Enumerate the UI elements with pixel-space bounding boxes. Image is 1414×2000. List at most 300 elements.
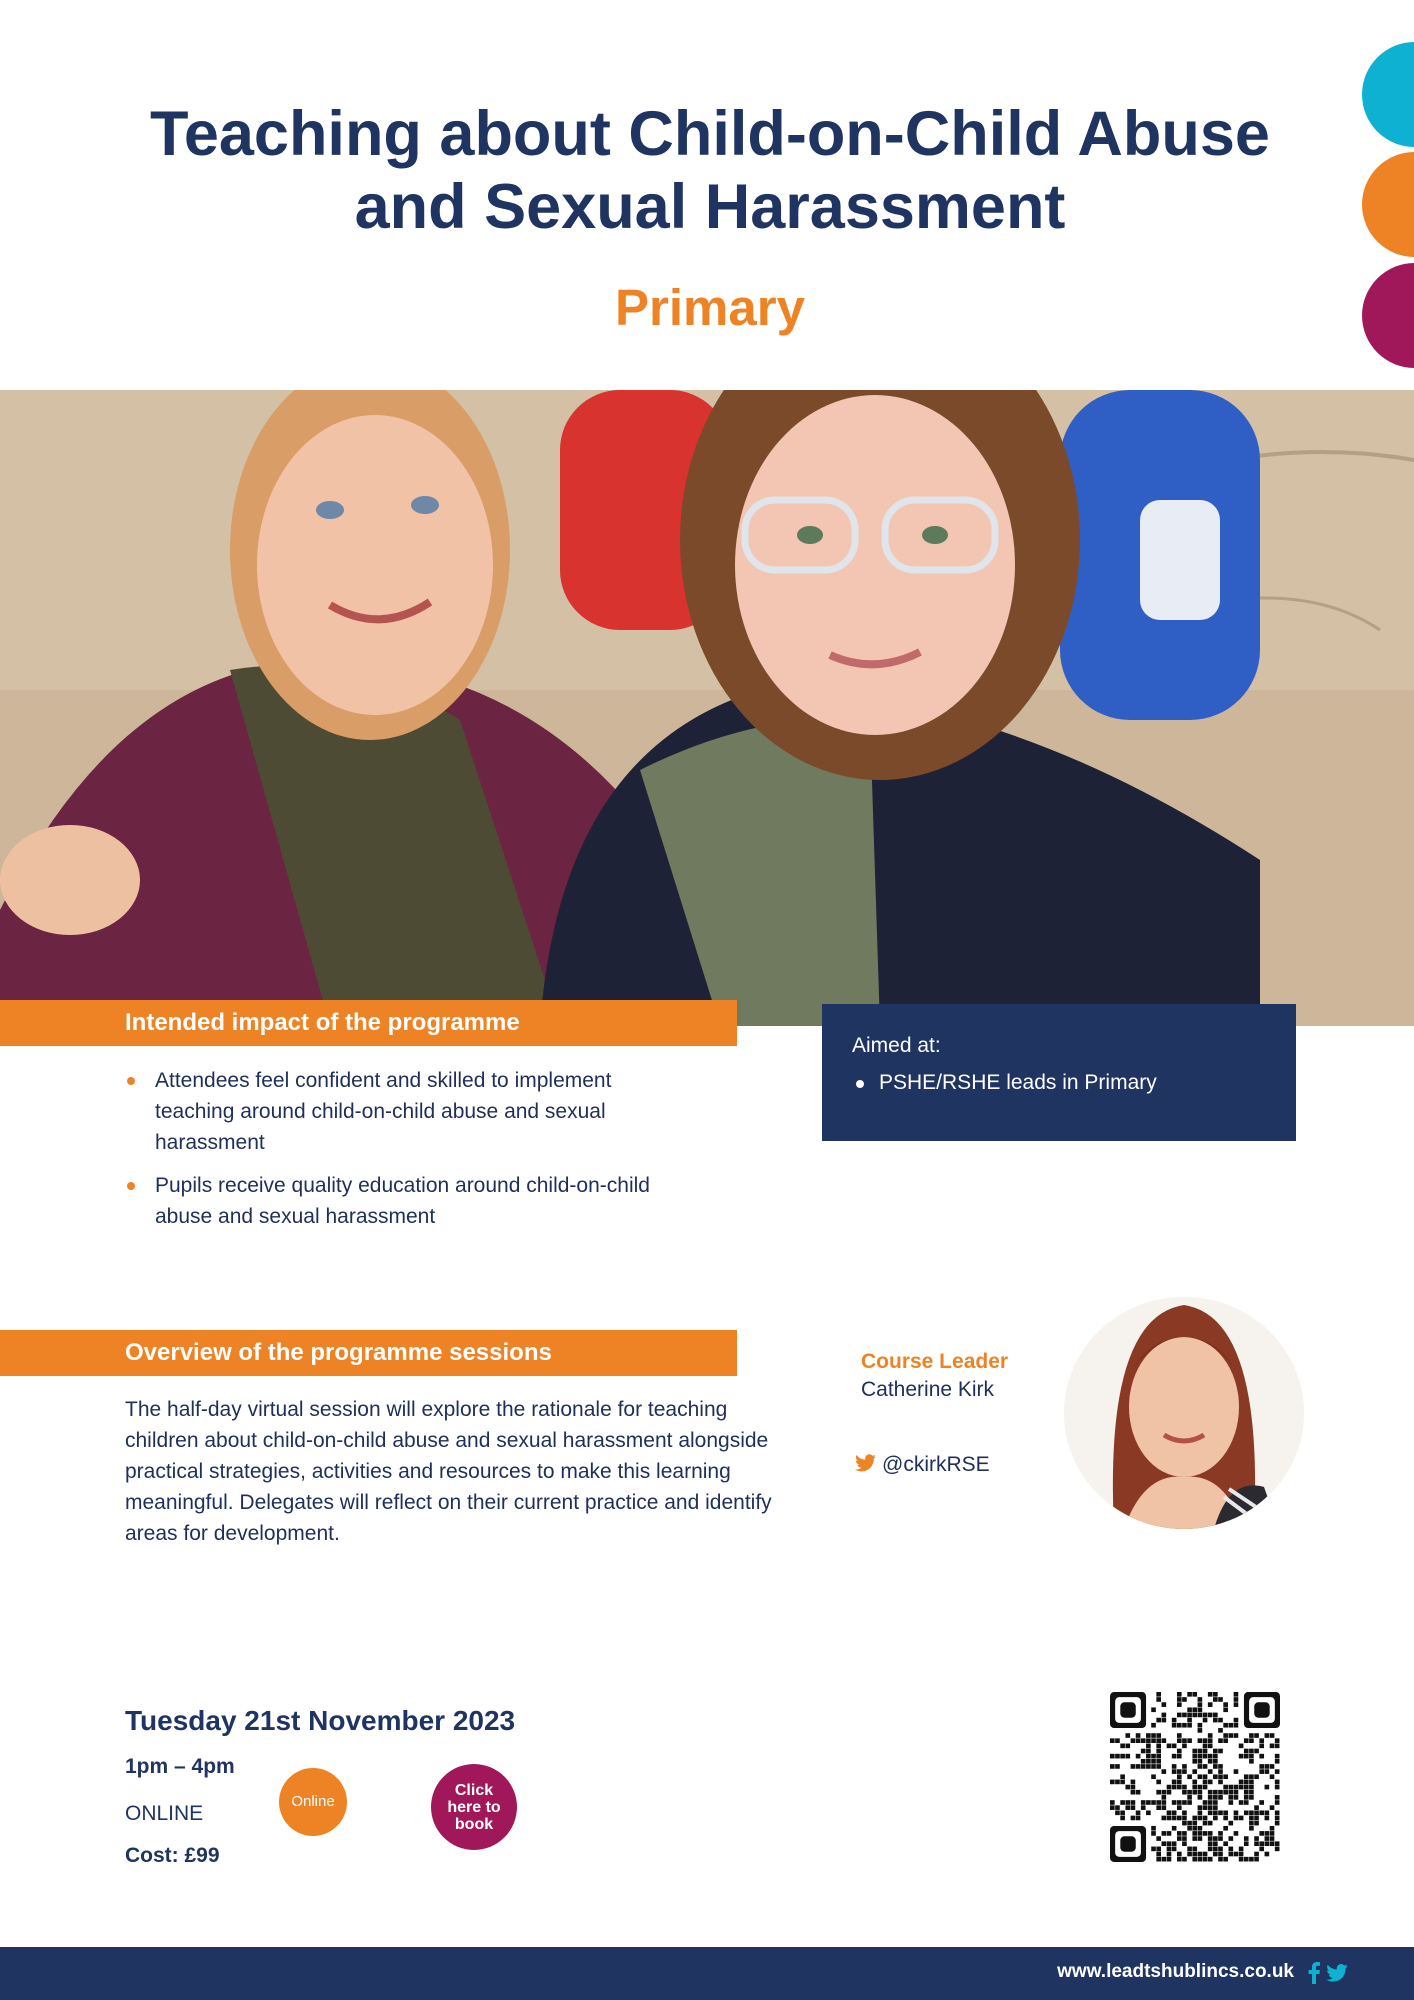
qr-module — [1177, 1780, 1182, 1785]
qr-module — [1187, 1795, 1192, 1800]
qr-module — [1203, 1785, 1208, 1790]
qr-module — [1254, 1805, 1259, 1810]
qr-module — [1203, 1764, 1208, 1769]
qr-module — [1120, 1816, 1125, 1821]
qr-module — [1177, 1692, 1182, 1697]
qr-module — [1172, 1744, 1177, 1749]
qr-module — [1192, 1759, 1197, 1764]
qr-module — [1167, 1790, 1172, 1795]
qr-module — [1187, 1723, 1192, 1728]
qr-module — [1141, 1800, 1146, 1805]
qr-module — [1187, 1826, 1192, 1831]
qr-code[interactable] — [1110, 1692, 1280, 1862]
twitter-handle: @ckirkRSE — [882, 1453, 990, 1476]
qr-module — [1223, 1723, 1228, 1728]
qr-module — [1218, 1769, 1223, 1774]
qr-module — [1198, 1697, 1203, 1702]
qr-module — [1259, 1754, 1264, 1759]
plum-circle-decoration — [1362, 263, 1414, 368]
qr-module — [1177, 1738, 1182, 1743]
qr-module — [1203, 1821, 1208, 1826]
qr-module — [1162, 1702, 1167, 1707]
aimed-at-list — [852, 1068, 1266, 1098]
qr-module — [1259, 1764, 1264, 1769]
aimed-at-label: Aimed at: — [852, 1034, 941, 1057]
qr-module — [1218, 1847, 1223, 1852]
qr-module — [1177, 1852, 1182, 1857]
qr-module — [1234, 1697, 1239, 1702]
qr-module — [1208, 1780, 1213, 1785]
qr-module — [1228, 1800, 1233, 1805]
qr-module — [1208, 1702, 1213, 1707]
qr-module — [1182, 1713, 1187, 1718]
qr-module — [1213, 1805, 1218, 1810]
qr-module — [1187, 1774, 1192, 1779]
qr-module — [1208, 1821, 1213, 1826]
qr-module — [1213, 1795, 1218, 1800]
qr-module — [1203, 1780, 1208, 1785]
impact-item-1: Attendees feel confident and skilled to implement teaching around child-on-child abuse and sexual harassment — [125, 1065, 675, 1158]
qr-module — [1208, 1744, 1213, 1749]
qr-module — [1244, 1774, 1249, 1779]
qr-module — [1167, 1847, 1172, 1852]
qr-module — [1218, 1810, 1223, 1815]
qr-module — [1265, 1785, 1270, 1790]
qr-module — [1192, 1780, 1197, 1785]
qr-module — [1265, 1816, 1270, 1821]
hero-photo-illustration — [0, 390, 1414, 1026]
qr-module — [1120, 1800, 1125, 1805]
qr-module — [1167, 1785, 1172, 1790]
qr-module — [1265, 1841, 1270, 1846]
qr-module — [1192, 1769, 1197, 1774]
qr-module — [1177, 1697, 1182, 1702]
qr-module — [1182, 1857, 1187, 1862]
qr-module — [1234, 1769, 1239, 1774]
qr-module — [1182, 1785, 1187, 1790]
qr-module — [1151, 1764, 1156, 1769]
qr-module — [1208, 1810, 1213, 1815]
qr-module — [1198, 1831, 1203, 1836]
qr-module — [1192, 1816, 1197, 1821]
title-line-2: and Sexual Harassment — [354, 172, 1066, 242]
qr-module — [1270, 1831, 1275, 1836]
qr-module — [1120, 1810, 1125, 1815]
qr-module — [1213, 1713, 1218, 1718]
qr-module — [1156, 1697, 1161, 1702]
qr-module — [1254, 1733, 1259, 1738]
qr-module — [1259, 1847, 1264, 1852]
qr-module — [1223, 1733, 1228, 1738]
qr-module — [1177, 1713, 1182, 1718]
qr-module — [1156, 1718, 1161, 1723]
qr-module — [1208, 1847, 1213, 1852]
qr-module — [1125, 1785, 1130, 1790]
qr-module — [1275, 1759, 1280, 1764]
qr-module — [1182, 1723, 1187, 1728]
qr-module — [1182, 1769, 1187, 1774]
qr-module — [1187, 1847, 1192, 1852]
qr-module — [1182, 1697, 1187, 1702]
qr-module — [1254, 1836, 1259, 1841]
qr-module — [1162, 1713, 1167, 1718]
qr-module — [1265, 1764, 1270, 1769]
qr-module — [1244, 1785, 1249, 1790]
qr-module — [1213, 1718, 1218, 1723]
qr-module — [1213, 1810, 1218, 1815]
qr-module — [1218, 1738, 1223, 1743]
qr-module — [1136, 1764, 1141, 1769]
qr-module — [1198, 1790, 1203, 1795]
qr-module — [1177, 1702, 1182, 1707]
qr-module — [1167, 1841, 1172, 1846]
qr-module — [1254, 1841, 1259, 1846]
qr-module — [1156, 1692, 1161, 1697]
impact-list — [125, 1065, 675, 1232]
qr-module — [1192, 1831, 1197, 1836]
qr-module — [1167, 1810, 1172, 1815]
qr-module — [1249, 1780, 1254, 1785]
qr-module — [1187, 1707, 1192, 1712]
qr-module — [1244, 1800, 1249, 1805]
qr-module — [1213, 1841, 1218, 1846]
qr-module — [1141, 1764, 1146, 1769]
qr-module — [1244, 1749, 1249, 1754]
twitter-icon[interactable] — [1326, 1964, 1348, 1987]
qr-module — [1270, 1764, 1275, 1769]
hero-photo — [0, 390, 1414, 1026]
book-button-line-3: book — [454, 1816, 494, 1833]
qr-module — [1270, 1826, 1275, 1831]
book-button-line-1: Click — [454, 1782, 494, 1799]
qr-module — [1218, 1790, 1223, 1795]
qr-module — [1275, 1738, 1280, 1743]
qr-module — [1156, 1754, 1161, 1759]
qr-module — [1259, 1800, 1264, 1805]
qr-module — [1203, 1774, 1208, 1779]
qr-module — [1182, 1738, 1187, 1743]
event-mode: ONLINE — [125, 1802, 204, 1825]
qr-module — [1234, 1723, 1239, 1728]
qr-module — [1177, 1816, 1182, 1821]
qr-module — [1223, 1810, 1228, 1815]
qr-module — [1192, 1836, 1197, 1841]
qr-module — [1198, 1713, 1203, 1718]
footer-url[interactable]: www.leadtshublincs.co.uk — [1057, 1961, 1294, 1982]
qr-module — [1218, 1795, 1223, 1800]
qr-module — [1182, 1800, 1187, 1805]
qr-module — [1213, 1800, 1218, 1805]
orange-circle-decoration — [1362, 152, 1414, 257]
qr-module — [1198, 1723, 1203, 1728]
qr-module — [1125, 1805, 1130, 1810]
qr-module — [1141, 1805, 1146, 1810]
title-line-1: Teaching about Child-on-Child Abuse — [150, 99, 1270, 169]
qr-module — [1136, 1790, 1141, 1795]
qr-module — [1203, 1738, 1208, 1743]
qr-module — [1172, 1764, 1177, 1769]
qr-module — [1218, 1728, 1223, 1733]
qr-module — [1198, 1749, 1203, 1754]
qr-module — [1198, 1810, 1203, 1815]
qr-module — [1218, 1836, 1223, 1841]
qr-module — [1244, 1754, 1249, 1759]
qr-module — [1156, 1805, 1161, 1810]
qr-module — [1249, 1754, 1254, 1759]
event-time: 1pm – 4pm — [125, 1755, 235, 1778]
qr-module — [1115, 1805, 1120, 1810]
qr-module — [1244, 1790, 1249, 1795]
qr-module — [1187, 1738, 1192, 1743]
qr-module — [1110, 1764, 1115, 1769]
qr-module — [1172, 1810, 1177, 1815]
qr-module — [1198, 1764, 1203, 1769]
qr-module — [1192, 1749, 1197, 1754]
qr-module — [1167, 1744, 1172, 1749]
qr-module — [1177, 1831, 1182, 1836]
qr-module — [1162, 1790, 1167, 1795]
qr-module — [1131, 1816, 1136, 1821]
qr-module — [1208, 1836, 1213, 1841]
qr-module — [1151, 1759, 1156, 1764]
qr-module — [1177, 1749, 1182, 1754]
qr-module — [1254, 1816, 1259, 1821]
qr-module — [1223, 1785, 1228, 1790]
qr-module — [1198, 1795, 1203, 1800]
qr-module — [1208, 1759, 1213, 1764]
qr-module — [1156, 1800, 1161, 1805]
qr-module — [1218, 1857, 1223, 1862]
qr-module — [1244, 1857, 1249, 1862]
qr-module — [1192, 1692, 1197, 1697]
qr-module — [1228, 1795, 1233, 1800]
book-button-line-2: here to — [447, 1799, 501, 1816]
qr-module — [1177, 1769, 1182, 1774]
qr-module — [1198, 1785, 1203, 1790]
qr-module — [1249, 1857, 1254, 1862]
qr-module — [1208, 1790, 1213, 1795]
qr-module — [1254, 1774, 1259, 1779]
qr-module — [1156, 1738, 1161, 1743]
qr-module — [1115, 1810, 1120, 1815]
qr-module — [1151, 1707, 1156, 1712]
facebook-icon[interactable] — [1308, 1962, 1320, 1989]
qr-module — [1275, 1769, 1280, 1774]
qr-module — [1146, 1733, 1151, 1738]
qr-module — [1203, 1831, 1208, 1836]
qr-module — [1182, 1790, 1187, 1795]
qr-module — [1162, 1831, 1167, 1836]
qr-module — [1203, 1852, 1208, 1857]
qr-module — [1120, 1744, 1125, 1749]
qr-module — [1270, 1744, 1275, 1749]
qr-module — [1203, 1857, 1208, 1862]
qr-module — [1187, 1800, 1192, 1805]
qr-module — [1218, 1764, 1223, 1769]
qr-module — [1177, 1805, 1182, 1810]
qr-module — [1141, 1749, 1146, 1754]
qr-module — [1213, 1764, 1218, 1769]
qr-module — [1223, 1702, 1228, 1707]
qr-module — [1187, 1821, 1192, 1826]
book-button[interactable] — [431, 1764, 517, 1850]
qr-module — [1259, 1738, 1264, 1743]
qr-module — [1156, 1847, 1161, 1852]
qr-module — [1213, 1692, 1218, 1697]
qr-module — [1208, 1841, 1213, 1846]
qr-module — [1234, 1692, 1239, 1697]
qr-module — [1218, 1774, 1223, 1779]
qr-module — [1162, 1857, 1167, 1862]
qr-module — [1151, 1774, 1156, 1779]
qr-module — [1136, 1738, 1141, 1743]
qr-module — [1167, 1857, 1172, 1862]
qr-module — [1239, 1744, 1244, 1749]
qr-module — [1265, 1836, 1270, 1841]
qr-module — [1156, 1857, 1161, 1862]
qr-module — [1136, 1816, 1141, 1821]
qr-module — [1198, 1836, 1203, 1841]
qr-module — [1265, 1769, 1270, 1774]
qr-module — [1239, 1785, 1244, 1790]
qr-module — [1187, 1718, 1192, 1723]
qr-module — [1141, 1759, 1146, 1764]
qr-module — [1131, 1800, 1136, 1805]
qr-module — [1254, 1857, 1259, 1862]
qr-module — [1120, 1774, 1125, 1779]
qr-module — [1218, 1831, 1223, 1836]
qr-module — [1254, 1821, 1259, 1826]
qr-module — [1213, 1754, 1218, 1759]
page-subtitle: Primary — [615, 279, 805, 336]
qr-module — [1115, 1754, 1120, 1759]
qr-module — [1115, 1738, 1120, 1743]
qr-module — [1234, 1718, 1239, 1723]
footer-bar — [0, 1947, 1414, 2000]
qr-module — [1270, 1836, 1275, 1841]
qr-module — [1239, 1852, 1244, 1857]
page-title — [120, 98, 1300, 244]
qr-module — [1249, 1810, 1254, 1815]
qr-module — [1223, 1774, 1228, 1779]
aimed-at-box — [822, 1004, 1296, 1141]
qr-module — [1244, 1810, 1249, 1815]
qr-module — [1162, 1805, 1167, 1810]
qr-module — [1172, 1769, 1177, 1774]
qr-module — [1167, 1831, 1172, 1836]
qr-module — [1198, 1774, 1203, 1779]
qr-module — [1162, 1800, 1167, 1805]
qr-module — [1110, 1800, 1115, 1805]
qr-module — [1223, 1707, 1228, 1712]
qr-module — [1172, 1800, 1177, 1805]
qr-module — [1192, 1785, 1197, 1790]
qr-module — [1177, 1785, 1182, 1790]
qr-module — [1223, 1841, 1228, 1846]
qr-module — [1239, 1857, 1244, 1862]
qr-module — [1198, 1857, 1203, 1862]
qr-module — [1234, 1785, 1239, 1790]
qr-module — [1218, 1718, 1223, 1723]
qr-module — [1228, 1821, 1233, 1826]
qr-module — [1156, 1733, 1161, 1738]
qr-module — [1198, 1702, 1203, 1707]
qr-finder — [1120, 1702, 1135, 1717]
qr-module — [1203, 1718, 1208, 1723]
qr-module — [1162, 1816, 1167, 1821]
qr-module — [1275, 1816, 1280, 1821]
qr-module — [1156, 1764, 1161, 1769]
qr-module — [1265, 1831, 1270, 1836]
qr-module — [1192, 1821, 1197, 1826]
event-date: Tuesday 21st November 2023 — [125, 1705, 516, 1736]
qr-module — [1234, 1795, 1239, 1800]
qr-module — [1228, 1733, 1233, 1738]
qr-module — [1182, 1821, 1187, 1826]
qr-module — [1218, 1697, 1223, 1702]
qr-module — [1162, 1841, 1167, 1846]
qr-module — [1156, 1836, 1161, 1841]
qr-module — [1223, 1826, 1228, 1831]
qr-module — [1162, 1738, 1167, 1743]
course-leader-photo — [1064, 1297, 1304, 1529]
qr-module — [1244, 1841, 1249, 1846]
qr-module — [1131, 1805, 1136, 1810]
qr-module — [1275, 1847, 1280, 1852]
qr-module — [1172, 1754, 1177, 1759]
qr-module — [1172, 1816, 1177, 1821]
qr-module — [1177, 1800, 1182, 1805]
qr-module — [1208, 1754, 1213, 1759]
qr-module — [1249, 1759, 1254, 1764]
qr-module — [1244, 1780, 1249, 1785]
qr-module — [1213, 1836, 1218, 1841]
qr-module — [1172, 1826, 1177, 1831]
qr-module — [1172, 1723, 1177, 1728]
qr-module — [1213, 1852, 1218, 1857]
qr-module — [1182, 1810, 1187, 1815]
qr-module — [1167, 1816, 1172, 1821]
qr-module — [1234, 1852, 1239, 1857]
qr-module — [1208, 1805, 1213, 1810]
qr-module — [1110, 1780, 1115, 1785]
qr-module — [1249, 1790, 1254, 1795]
qr-module — [1156, 1759, 1161, 1764]
qr-module — [1156, 1749, 1161, 1754]
qr-module — [1182, 1744, 1187, 1749]
qr-module — [1208, 1800, 1213, 1805]
qr-module — [1208, 1733, 1213, 1738]
qr-finder — [1120, 1836, 1135, 1851]
qr-module — [1172, 1847, 1177, 1852]
qr-module — [1254, 1749, 1259, 1754]
impact-list-container — [125, 1065, 675, 1244]
qr-module — [1198, 1728, 1203, 1733]
qr-module — [1249, 1826, 1254, 1831]
qr-module — [1249, 1821, 1254, 1826]
qr-module — [1172, 1841, 1177, 1846]
qr-module — [1249, 1749, 1254, 1754]
qr-module — [1110, 1738, 1115, 1743]
qr-module — [1213, 1749, 1218, 1754]
qr-module — [1120, 1754, 1125, 1759]
qr-module — [1234, 1816, 1239, 1821]
leader-twitter[interactable] — [855, 1453, 990, 1477]
qr-module — [1244, 1795, 1249, 1800]
qr-module — [1172, 1718, 1177, 1723]
qr-module — [1254, 1810, 1259, 1815]
qr-module — [1249, 1774, 1254, 1779]
